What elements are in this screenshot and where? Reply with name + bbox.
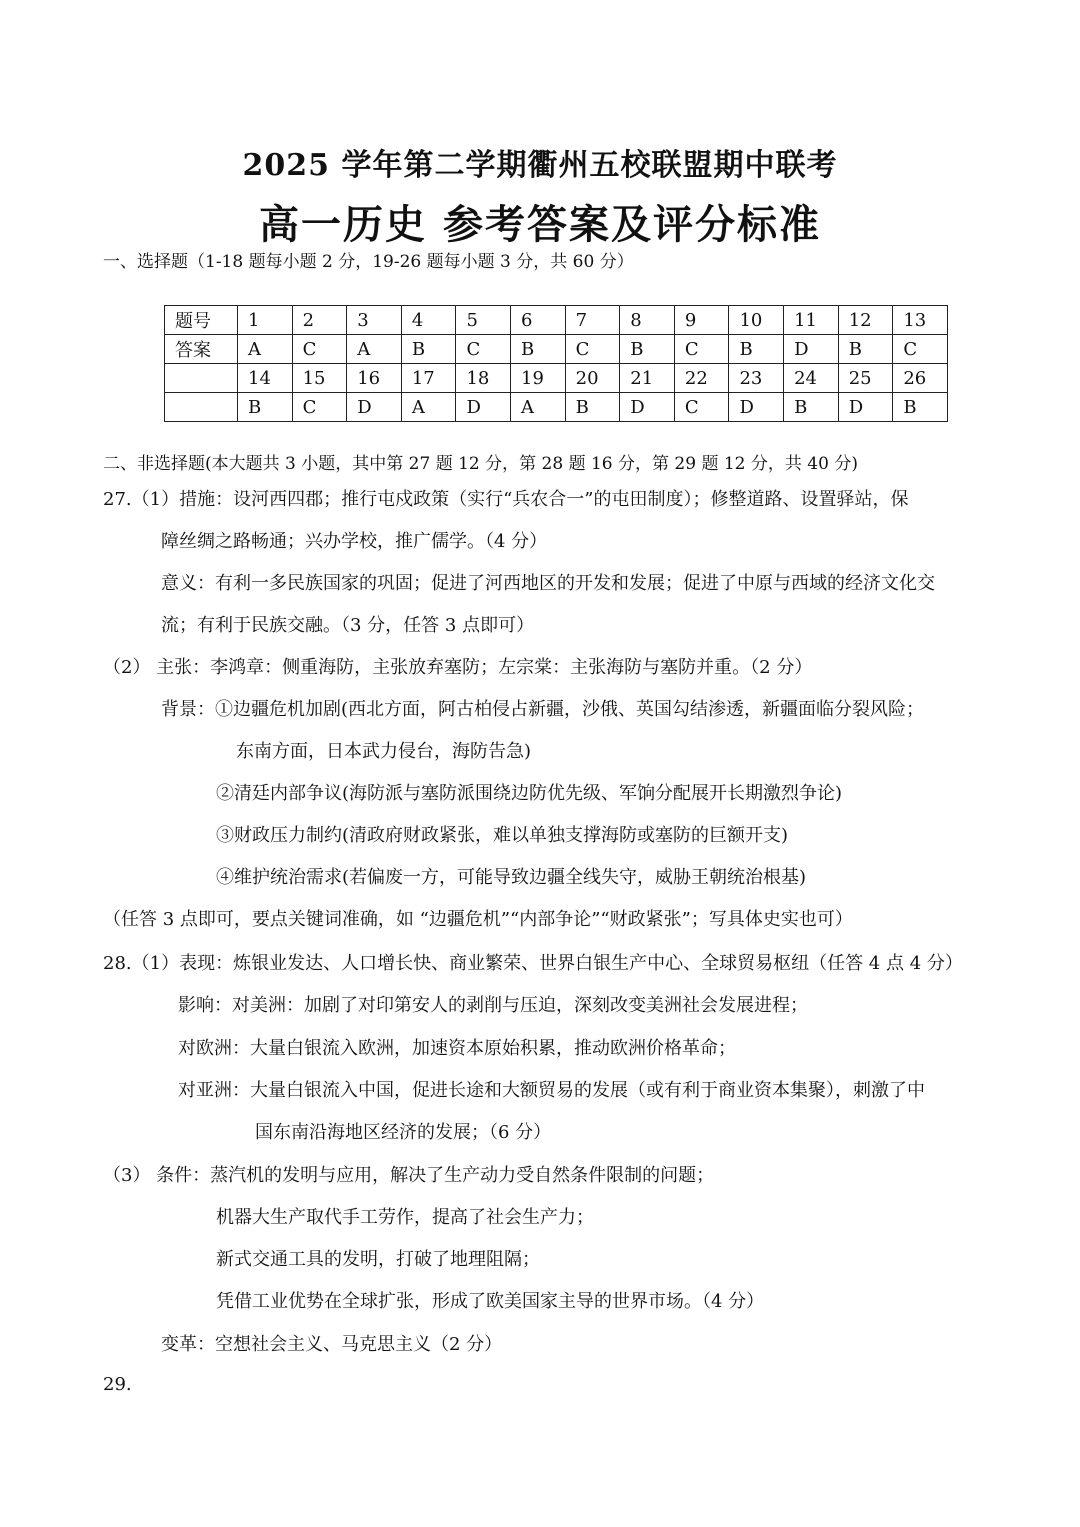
question-number: 11 <box>784 306 839 335</box>
question-number: 14 <box>238 364 293 393</box>
row-label: 题号 <box>165 306 238 335</box>
answer-cell: B <box>784 393 839 422</box>
answer-line: 凭借工业优势在全球扩张，形成了欧美国家主导的世界市场。（4 分） <box>216 1291 765 1312</box>
answer-line-27-2: （2） 主张：李鸿章：侧重海防，主张放弃塞防；左宗棠：主张海防与塞防并重。（2 分） <box>103 657 813 678</box>
question-number: 15 <box>292 364 347 393</box>
question-number: 26 <box>893 364 948 393</box>
exam-title: 2025 学年第二学期衢州五校联盟期中联考 <box>242 148 838 183</box>
answer-cell: B <box>620 335 675 364</box>
answer-cell: D <box>347 393 402 422</box>
question-number: 21 <box>620 364 675 393</box>
document-title: 高一历史 参考答案及评分标准 <box>259 202 821 248</box>
answer-line-27-1: 27.（1）措施：设河西四郡；推行屯戍政策（实行“兵农合一”的屯田制度）；修整道路、设置驿站，保 <box>103 489 909 510</box>
answer-line: 对亚洲：大量白银流入中国，促进长途和大额贸易的发展（或有利于商业资本集聚），刺激了中 <box>178 1080 925 1101</box>
question-number: 22 <box>674 364 729 393</box>
answer-cell: C <box>674 393 729 422</box>
answer-line-28-3: （3） 条件：蒸汽机的发明与应用，解决了生产动力受自然条件限制的问题； <box>103 1165 715 1186</box>
question-number: 2 <box>292 306 347 335</box>
question-number: 18 <box>456 364 511 393</box>
section-1-heading: 一、选择题（1-18 题每小题 2 分，19-26 题每小题 3 分，共 60 分） <box>103 252 634 272</box>
question-number: 13 <box>893 306 948 335</box>
question-number: 8 <box>620 306 675 335</box>
question-number: 3 <box>347 306 402 335</box>
answer-line: 障丝绸之路畅通；兴办学校，推广儒学。（4 分） <box>161 531 548 552</box>
answer-cell: B <box>893 393 948 422</box>
answer-cell: B <box>401 335 456 364</box>
question-number: 24 <box>784 364 839 393</box>
question-number: 17 <box>401 364 456 393</box>
answer-line: 变革：空想社会主义、马克思主义（2 分） <box>161 1334 503 1355</box>
answer-cell: B <box>565 393 620 422</box>
question-number: 9 <box>674 306 729 335</box>
answer-line: 背景：①边疆危机加剧(西北方面，阿古柏侵占新疆，沙俄、英国勾结渗透，新疆面临分裂风险； <box>161 699 925 720</box>
table-row <box>165 364 948 393</box>
question-number: 4 <box>401 306 456 335</box>
scoring-note: （任答 3 点即可，要点关键词准确，如 “边疆危机”“内部争论”“财政紧张”；写具体史实也可） <box>103 909 853 930</box>
answer-cell: A <box>238 335 293 364</box>
answer-cell: B <box>511 335 566 364</box>
answer-line: 流；有利于民族交融。（3 分，任答 3 点即可） <box>161 615 535 636</box>
answer-line: 对欧洲：大量白银流入欧洲，加速资本原始积累，推动欧洲价格革命； <box>178 1038 736 1059</box>
table-row <box>165 393 948 422</box>
answer-line: 影响：对美洲：加剧了对印第安人的剥削与压迫，深刻改变美洲社会发展进程； <box>178 995 808 1016</box>
question-number: 23 <box>729 364 784 393</box>
answer-line: ③财政压力制约(清政府财政紧张，难以单独支撑海防或塞防的巨额开支) <box>216 825 789 846</box>
answer-line: 意义：有利一多民族国家的巩固；促进了河西地区的开发和发展；促进了中原与西域的经济文化交 <box>161 573 935 594</box>
question-number: 19 <box>511 364 566 393</box>
question-number: 25 <box>838 364 893 393</box>
answer-line: 东南方面，日本武力侵台，海防告急) <box>236 741 532 762</box>
row-label <box>165 364 238 393</box>
answer-cell: B <box>729 335 784 364</box>
row-label <box>165 393 238 422</box>
answer-table <box>164 305 948 422</box>
answer-line: ②清廷内部争议(海防派与塞防派围绕边防优先级、军饷分配展开长期激烈争论) <box>216 783 843 804</box>
table-row <box>165 306 948 335</box>
answer-cell: D <box>838 393 893 422</box>
question-number: 7 <box>565 306 620 335</box>
question-number: 1 <box>238 306 293 335</box>
question-number: 16 <box>347 364 402 393</box>
section-2-heading: 二、非选择题(本大题共 3 小题，其中第 27 题 12 分，第 28 题 16 分，第 29 题 12 分，共 40 分) <box>103 454 858 474</box>
answer-line: 国东南沿海地区经济的发展；（6 分） <box>255 1122 552 1143</box>
answer-cell: A <box>511 393 566 422</box>
answer-cell: C <box>292 335 347 364</box>
table-row <box>165 335 948 364</box>
question-number: 12 <box>838 306 893 335</box>
answer-cell: B <box>238 393 293 422</box>
answer-cell: D <box>784 335 839 364</box>
answer-cell: D <box>620 393 675 422</box>
answer-cell: C <box>893 335 948 364</box>
answer-cell: C <box>292 393 347 422</box>
question-number: 10 <box>729 306 784 335</box>
answer-line: 机器大生产取代手工劳作，提高了社会生产力； <box>216 1207 594 1228</box>
answer-cell: C <box>456 335 511 364</box>
answer-cell: D <box>456 393 511 422</box>
answer-cell: C <box>565 335 620 364</box>
answer-line: 新式交通工具的发明，打破了地理阻隔； <box>216 1249 540 1270</box>
row-label: 答案 <box>165 335 238 364</box>
answer-cell: A <box>347 335 402 364</box>
answer-line-28-1: 28.（1）表现：炼银业发达、人口增长快、商业繁荣、世界白银生产中心、全球贸易枢纽（任答 4 点 4 分） <box>103 953 963 974</box>
answer-cell: D <box>729 393 784 422</box>
question-number: 5 <box>456 306 511 335</box>
answer-cell: B <box>838 335 893 364</box>
question-number: 20 <box>565 364 620 393</box>
answer-line: ④维护统治需求(若偏废一方，可能导致边疆全线失守，威胁王朝统治根基) <box>216 867 807 888</box>
question-29-label: 29. <box>103 1374 132 1395</box>
answer-cell: A <box>401 393 456 422</box>
question-number: 6 <box>511 306 566 335</box>
answer-cell: C <box>674 335 729 364</box>
